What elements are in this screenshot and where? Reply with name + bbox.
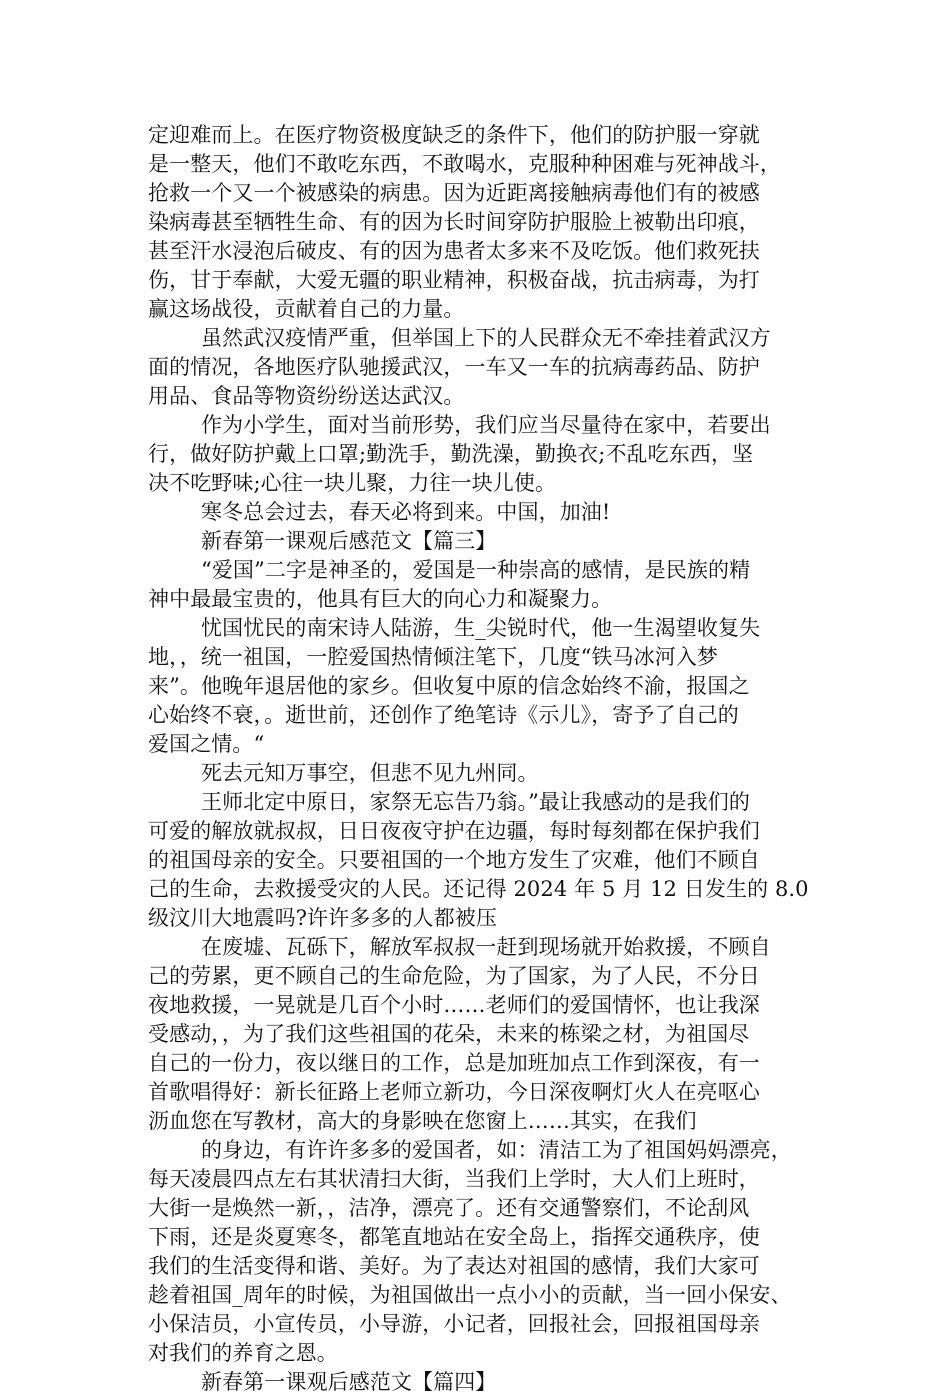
text-line: 面的情况，各地医疗队驰援武汉，一车又一车的抗病毒药品、防护 — [148, 355, 760, 379]
text-line: 对我们的养育之恩。 — [148, 1341, 338, 1365]
text-line: 我们的生活变得和谐、美好。为了表达对祖国的感情，我们大家可 — [148, 1254, 760, 1278]
text-line: 赢这场战役，贡献着自己的力量。 — [148, 297, 465, 321]
text-line: “爱国”二字是神圣的，爱国是一种崇高的感情，是民族的精 — [201, 558, 751, 582]
text-line: 伤，甘于奉献，大爱无疆的职业精神，积极奋战，抗击病毒，为打 — [148, 268, 760, 292]
text-line: 的祖国母亲的安全。只要祖国的一个地方发生了灾难，他们不顾自 — [148, 848, 760, 872]
text-line: 地，，统一祖国，一腔爱国热情倾注笔下，几度“铁马冰河入梦 — [148, 645, 719, 669]
text-line: 沥血您在写教材，高大的身影映在您窗上……其实，在我们 — [148, 1109, 697, 1133]
document-body — [148, 121, 808, 1397]
text-line: 王师北定中原日，家祭无忘告乃翁。”最让我感动的是我们的 — [201, 790, 750, 814]
text-line: 新春第一课观后感范文【篇四】 — [201, 1370, 497, 1394]
text-line: 决不吃野味;心往一块儿聚，力往一块儿使。 — [148, 471, 557, 495]
text-line: 新春第一课观后感范文【篇三】 — [201, 529, 497, 553]
text-line: 可爱的解放就叔叔，日日夜夜守护在边疆，每时每刻都在保护我们 — [148, 819, 760, 843]
text-line: 的身边，有许许多多的爱国者，如：清洁工为了祖国妈妈漂亮， — [201, 1138, 792, 1162]
text-line: 自己的一份力，夜以继日的工作，总是加班加点工作到深夜，有一 — [148, 1051, 760, 1075]
text-line: 首歌唱得好：新长征路上老师立新功，今日深夜啊灯火人在亮呕心 — [148, 1080, 760, 1104]
text-line: 染病毒甚至牺牲生命、有的因为长时间穿防护服脸上被勒出印痕， — [148, 210, 760, 234]
text-line: 忧国忧民的南宋诗人陆游，生_尖锐时代，他一生渴望收复失 — [201, 616, 761, 640]
text-line: 小保洁员，小宣传员，小导游，小记者，回报社会，回报祖国母亲 — [148, 1312, 760, 1336]
text-line: 在废墟、瓦砾下，解放军叔叔一赶到现场就开始救援，不顾自 — [201, 935, 771, 959]
text-line: 受感动，，为了我们这些祖国的花朵，未来的栋梁之材，为祖国尽 — [148, 1022, 750, 1046]
text-line: 寒冬总会过去，春天必将到来。中国，加油! — [201, 500, 611, 524]
text-line: 己的劳累，更不顾自己的生命危险，为了国家，为了人民，不分日 — [148, 964, 760, 988]
text-line: 死去元知万事空，但悲不见九州同。 — [201, 761, 539, 785]
text-line: 行，做好防护戴上口罩;勤洗手，勤洗澡，勤换衣;不乱吃东西，坚 — [148, 442, 754, 466]
text-line: 甚至汗水浸泡后破皮、有的因为患者太多来不及吃饭。他们救死扶 — [148, 239, 760, 263]
text-line: 虽然武汉疫情严重，但举国上下的人民群众无不牵挂着武汉方 — [201, 326, 771, 350]
text-line: 作为小学生，面对当前形势，我们应当尽量待在家中，若要出 — [201, 413, 771, 437]
text-line: 抢救一个又一个被感染的病患。因为近距离接触病毒他们有的被感 — [148, 181, 760, 205]
text-line: 每天凌晨四点左右其状清扫大街，当我们上学时，大人们上班时， — [148, 1167, 760, 1191]
text-line: 用品、食品等物资纷纷送达武汉。 — [148, 384, 465, 408]
text-line: 己的生命，去救援受灾的人民。还记得 2024 年 5 月 12 日发生的 8.0 — [148, 877, 809, 901]
text-line: 是一整天，他们不敢吃东西，不敢喝水，克服种种困难与死神战斗， — [148, 152, 781, 176]
text-line: 夜地救援，一晃就是几百个小时……老师们的爱国情怀，也让我深 — [148, 993, 760, 1017]
text-line: 爱国之情。“ — [148, 732, 265, 756]
text-line: 定迎难而上。在医疗物资极度缺乏的条件下，他们的防护服一穿就 — [148, 123, 760, 147]
text-line: 大街一是焕然一新，，洁净，漂亮了。还有交通警察们，不论刮风 — [148, 1196, 750, 1220]
text-line: 趁着祖国_周年的时候，为祖国做出一点小小的贡献，当一回小保安、 — [148, 1283, 792, 1307]
text-line: 来”。他晚年退居他的家乡。但收复中原的信念始终不渝，报国之 — [148, 674, 750, 698]
text-line: 神中最最宝贵的，他具有巨大的向心力和凝聚力。 — [148, 587, 613, 611]
text-line: 级汶川大地震吗?许许多多的人都被压 — [148, 906, 497, 930]
text-line: 心始终不衰，。逝世前，还创作了绝笔诗《示儿》，寄予了自己的 — [148, 703, 739, 727]
text-line: 下雨，还是炎夏寒冬，都笔直地站在安全岛上，指挥交通秩序，使 — [148, 1225, 760, 1249]
